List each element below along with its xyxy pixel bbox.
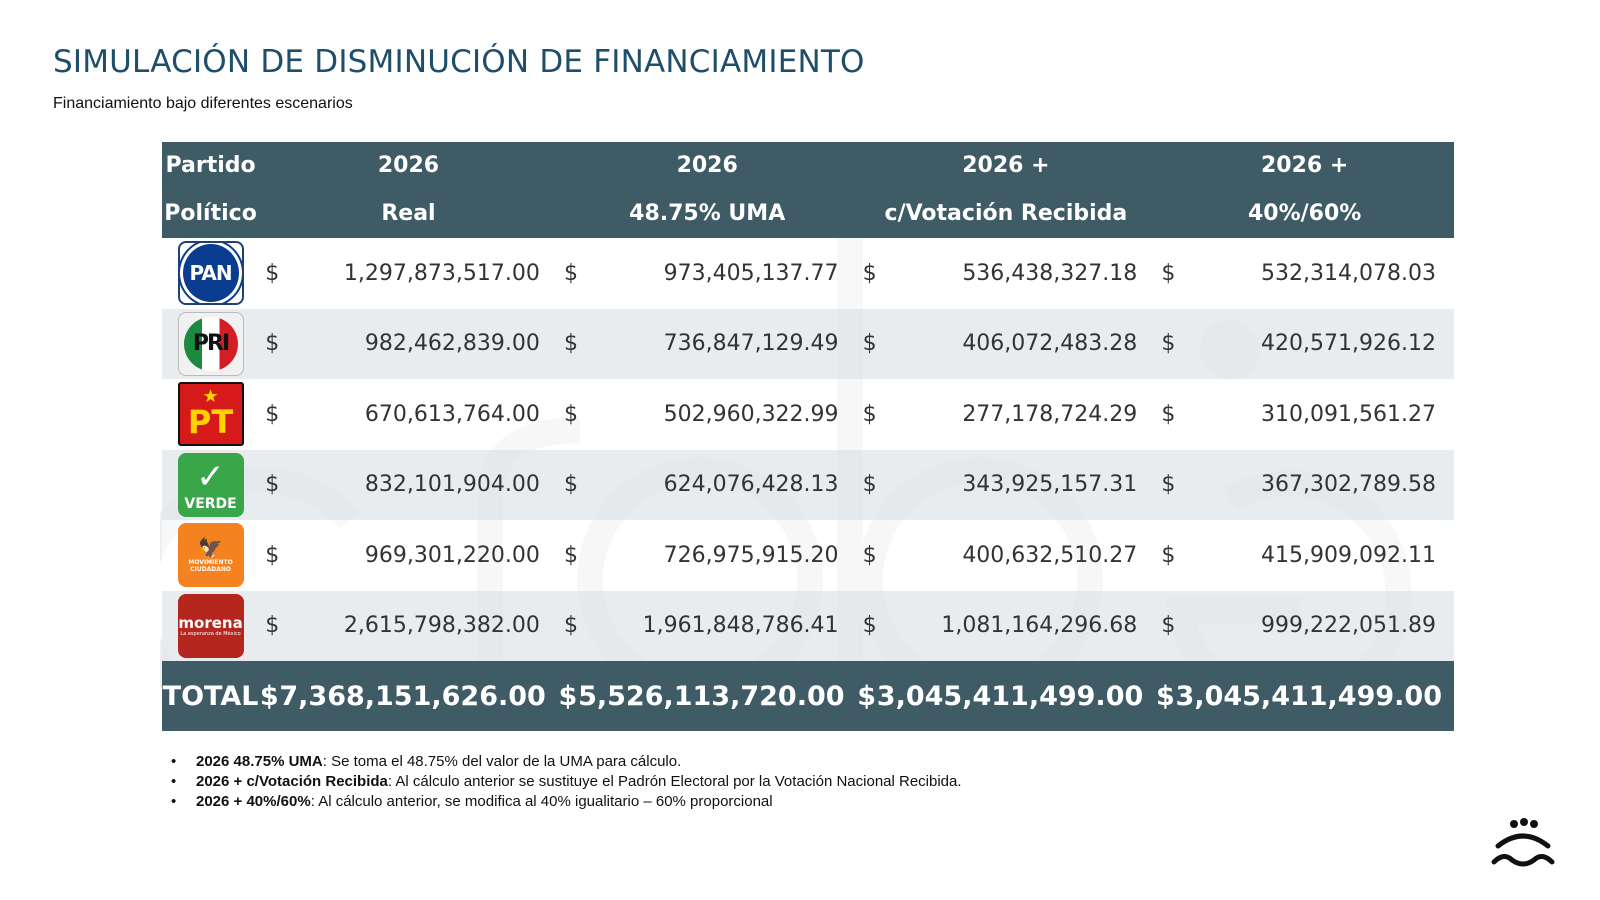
currency-symbol: $ — [857, 309, 877, 380]
financing-table — [162, 142, 1454, 731]
value-uma: 502,960,322.99 — [578, 379, 856, 450]
value-uma: 736,847,129.49 — [578, 309, 856, 380]
page-title: SIMULACIÓN DE DISMINUCIÓN DE FINANCIAMIENTO — [53, 44, 865, 80]
currency-symbol: $ — [259, 309, 279, 380]
currency-symbol: $ — [558, 379, 578, 450]
value-votacion: 406,072,483.28 — [877, 309, 1155, 380]
footnote-item — [171, 772, 962, 792]
currency-symbol: $ — [1155, 520, 1175, 591]
currency-symbol: $ — [259, 379, 279, 450]
table-header-row — [162, 142, 1454, 238]
column-header-line: Partido — [165, 153, 256, 178]
column-header-line: Real — [381, 201, 436, 226]
total-votacion: 3,045,411,499.00 — [877, 661, 1155, 731]
party-cell — [162, 591, 259, 662]
party-cell — [162, 309, 259, 380]
footnotes-list — [171, 752, 962, 812]
currency-symbol: $ — [857, 238, 877, 309]
morena-logo-icon — [178, 594, 244, 658]
value-real: 1,297,873,517.00 — [279, 238, 557, 309]
currency-symbol: $ — [857, 591, 877, 662]
pri-logo-icon — [178, 312, 244, 376]
value-votacion: 400,632,510.27 — [877, 520, 1155, 591]
value-40-60: 367,302,789.58 — [1176, 450, 1454, 521]
value-votacion: 277,178,724.29 — [877, 379, 1155, 450]
currency-symbol: $ — [259, 661, 279, 731]
currency-symbol: $ — [1155, 309, 1175, 380]
pan-logo-text: PAN — [180, 241, 242, 305]
value-40-60: 532,314,078.03 — [1176, 238, 1454, 309]
page-subtitle: Financiamiento bajo diferentes escenarios — [53, 95, 353, 112]
table-row — [162, 238, 1454, 309]
currency-symbol: $ — [1155, 450, 1175, 521]
column-header-line: 2026 + — [1260, 153, 1349, 178]
eagle-icon: 🦅 — [198, 536, 223, 561]
value-real: 832,101,904.00 — [279, 450, 557, 521]
currency-symbol: $ — [1155, 661, 1175, 731]
total-uma: 5,526,113,720.00 — [578, 661, 856, 731]
column-header-line: 2026 — [377, 153, 440, 178]
footnote-text: : Al cálculo anterior se sustituye el Padrón Electoral por la Votación Nacional Recibida. — [387, 773, 962, 790]
column-header-line: 48.75% UMA — [629, 201, 786, 226]
footnote-term: 2026 + 40%/60% — [196, 793, 311, 810]
column-header-line: 2026 + — [962, 153, 1050, 178]
footnote-item — [171, 792, 962, 812]
column-header-real — [259, 142, 558, 238]
value-40-60: 420,571,926.12 — [1176, 309, 1454, 380]
currency-symbol: $ — [558, 661, 578, 731]
party-cell — [162, 520, 259, 591]
mc-logo-text: MOVIMIENTO CIUDADANO — [188, 559, 233, 574]
value-40-60: 415,909,092.11 — [1176, 520, 1454, 591]
value-uma: 624,076,428.13 — [578, 450, 856, 521]
column-header-party — [162, 142, 259, 238]
currency-symbol: $ — [857, 661, 877, 731]
verde-logo-icon — [178, 453, 244, 517]
morena-logo-subtext: La esperanza de México — [180, 630, 241, 637]
pan-logo-icon — [178, 241, 244, 305]
footnote-text: : Se toma el 48.75% del valor de la UMA para cálculo. — [322, 753, 682, 770]
currency-symbol: $ — [857, 520, 877, 591]
pt-logo-text: PT — [187, 403, 234, 442]
total-label: TOTAL — [162, 661, 259, 731]
movimiento-ciudadano-logo-icon — [178, 523, 244, 587]
currency-symbol: $ — [259, 520, 279, 591]
value-votacion: 536,438,327.18 — [877, 238, 1155, 309]
total-row — [162, 661, 1454, 731]
currency-symbol: $ — [558, 591, 578, 662]
table-row — [162, 591, 1454, 662]
value-uma: 726,975,915.20 — [578, 520, 856, 591]
currency-symbol: $ — [259, 450, 279, 521]
currency-symbol: $ — [857, 450, 877, 521]
value-real: 969,301,220.00 — [279, 520, 557, 591]
footnote-term: 2026 48.75% UMA — [196, 753, 323, 770]
currency-symbol: $ — [1155, 591, 1175, 662]
total-real: 7,368,151,626.00 — [279, 661, 557, 731]
column-header-votacion — [857, 142, 1156, 238]
currency-symbol: $ — [1155, 379, 1175, 450]
table-row — [162, 520, 1454, 591]
pt-logo-icon — [178, 382, 244, 446]
value-votacion: 1,081,164,296.68 — [877, 591, 1155, 662]
pri-logo-text: PRI — [184, 317, 238, 371]
footnote-item — [171, 752, 962, 772]
column-header-uma — [558, 142, 857, 238]
column-header-40-60 — [1155, 142, 1454, 238]
column-header-line: Político — [164, 201, 257, 226]
value-real: 982,462,839.00 — [279, 309, 557, 380]
currency-symbol: $ — [259, 238, 279, 309]
currency-symbol: $ — [558, 520, 578, 591]
value-real: 670,613,764.00 — [279, 379, 557, 450]
currency-symbol: $ — [1155, 238, 1175, 309]
total-40-60: 3,045,411,499.00 — [1176, 661, 1454, 731]
value-40-60: 999,222,051.89 — [1176, 591, 1454, 662]
column-header-line: 40%/60% — [1247, 201, 1362, 226]
star-icon: ★ — [202, 386, 219, 408]
brand-mark-icon — [1490, 818, 1556, 870]
value-40-60: 310,091,561.27 — [1176, 379, 1454, 450]
value-uma: 1,961,848,786.41 — [578, 591, 856, 662]
toucan-check-icon: ✓ — [196, 456, 225, 497]
morena-logo-text: morena — [178, 613, 243, 632]
column-header-line: 2026 — [676, 153, 738, 178]
party-cell — [162, 238, 259, 309]
table-row — [162, 450, 1454, 521]
value-uma: 973,405,137.77 — [578, 238, 856, 309]
footnote-term: 2026 + c/Votación Recibida — [196, 773, 388, 790]
currency-symbol: $ — [558, 309, 578, 380]
value-votacion: 343,925,157.31 — [877, 450, 1155, 521]
table-row — [162, 309, 1454, 380]
currency-symbol: $ — [857, 379, 877, 450]
currency-symbol: $ — [558, 238, 578, 309]
column-header-line: c/Votación Recibida — [884, 201, 1128, 226]
value-real: 2,615,798,382.00 — [279, 591, 557, 662]
currency-symbol: $ — [558, 450, 578, 521]
party-cell — [162, 379, 259, 450]
table-row — [162, 379, 1454, 450]
party-cell — [162, 450, 259, 521]
footnote-text: : Al cálculo anterior, se modifica al 40% igualitario – 60% proporcional — [310, 793, 773, 810]
verde-logo-text: VERDE — [184, 495, 237, 512]
currency-symbol: $ — [259, 591, 279, 662]
